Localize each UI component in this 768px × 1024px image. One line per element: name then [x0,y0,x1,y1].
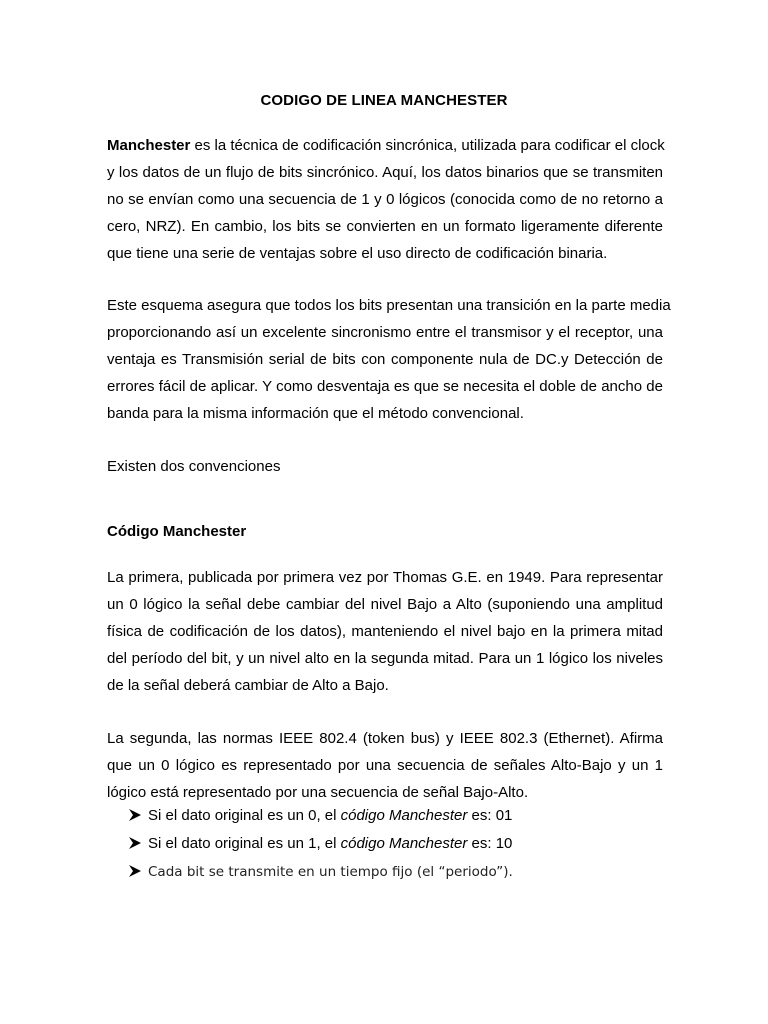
section-heading: Código Manchester [107,523,247,540]
paragraph-conventions: Existen dos convenciones [107,458,281,475]
paragraph-line: errores fácil de aplicar. Y como desventaja es que se necesita el doble de ancho de [107,378,663,395]
paragraph-intro [107,132,663,267]
paragraph-second-convention [107,725,663,806]
bullet-text [148,806,512,826]
paragraph-line: lógico está representado por una secuencia de señal Bajo-Alto. [107,784,529,801]
bold-term: Manchester [107,137,191,154]
list-item [128,862,648,890]
paragraph-line: cero, NRZ). En cambio, los bits se convierten en un formato ligeramente diferente [107,218,663,235]
bullet-text-emphasis: código Manchester [340,835,468,852]
arrowhead-bullet-icon [128,808,142,822]
paragraph-line: que un 0 lógico es representado por una secuencia de señales Alto-Bajo y un 1 [107,757,663,774]
bullet-list [128,806,648,890]
paragraph-line: del período del bit, y un nivel alto en la segunda mitad. Para un 1 lógico los niveles [107,650,663,667]
arrowhead-bullet-icon [128,836,142,850]
paragraph-scheme [107,292,671,427]
document-title: CODIGO DE LINEA MANCHESTER [260,92,508,109]
list-item [128,806,648,834]
bullet-text-emphasis: código Manchester [340,807,468,824]
list-item [128,834,648,862]
paragraph-line: Este esquema asegura que todos los bits presentan una transición en la parte media [107,297,671,314]
paragraph-line: proporcionando así un excelente sincronismo entre el transmisor y el receptor, una [107,324,663,341]
paragraph-line: que tiene una serie de ventajas sobre el uso directo de codificación binaria. [107,245,608,262]
paragraph-line: no se envían como una secuencia de 1 y 0 lógicos (conocida como de no retorno a [107,191,663,208]
line-text: es la técnica de codificación sincrónica, utilizada para codificar el clock [190,137,665,154]
paragraph-first-convention [107,564,663,699]
paragraph-line: un 0 lógico la señal debe cambiar del nivel Bajo a Alto (suponiendo una amplitud [107,596,663,613]
paragraph-line: La primera, publicada por primera vez por Thomas G.E. en 1949. Para representar [107,569,663,586]
paragraph-line: y los datos de un flujo de bits sincrónico. Aquí, los datos binarios que se transmiten [107,164,663,181]
bullet-text-post: es: 10 [467,835,513,852]
bullet-text-pre: Si el dato original es un 0, el [148,807,341,824]
paragraph-line: de la señal deberá cambiar de Alto a Bajo. [107,677,389,694]
paragraph-line: La segunda, las normas IEEE 802.4 (token bus) y IEEE 802.3 (Ethernet). Afirma [107,730,663,747]
bullet-text-post: es: 01 [467,807,513,824]
bullet-text: Cada bit se transmite en un tiempo fijo (el “periodo”). [148,864,513,880]
bullet-text [148,834,512,854]
paragraph-line [107,132,663,159]
arrowhead-bullet-icon [128,864,142,878]
paragraph-line: física de codificación de los datos), manteniendo el nivel bajo en la primera mitad [107,623,663,640]
bullet-text-pre: Si el dato original es un 1, el [148,835,341,852]
paragraph-line: ventaja es Transmisión serial de bits con componente nula de DC.y Detección de [107,351,663,368]
paragraph-line: banda para la misma información que el método convencional. [107,405,524,422]
